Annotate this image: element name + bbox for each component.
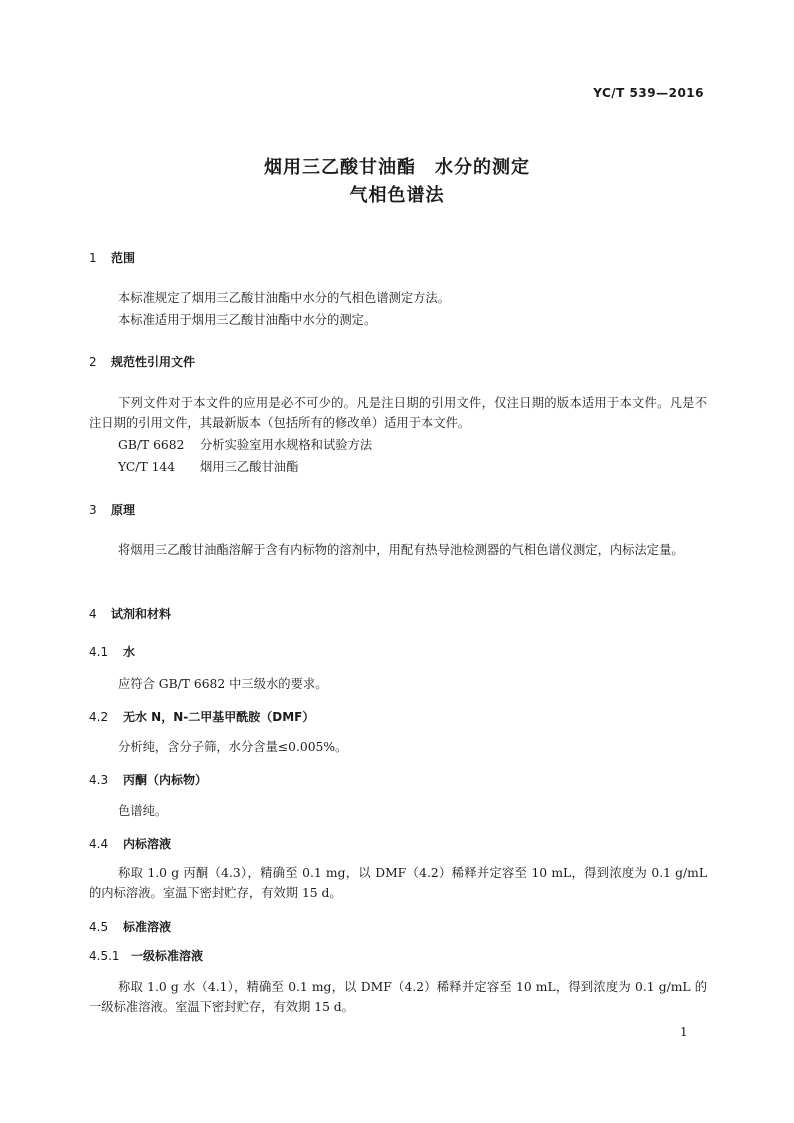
section-4-4-heading — [89, 835, 171, 852]
section-3-paragraph: 将烟用三乙酸甘油酯溶解于含有内标物的溶剂中，用配有热导池检测器的气相色谱仪测定，内标法定量。 — [118, 543, 684, 557]
standard-code: YC/T 539—2016 — [593, 86, 704, 100]
section-4-4-paragraph: 称取 1.0 g 丙酮（4.3），精确至 0.1 mg，以 DMF（4.2）稀释并定容至 10 mL，得到浓度为 0.1 g/mL 的内标溶液。室温下密封贮存，有效期 15 d。 — [89, 866, 707, 900]
section-2-paragraph: 下列文件对于本文件的应用是必不可少的。凡是注日期的引用文件，仅注日期的版本适用于本文件。凡是不注日期的引用文件，其最新版本（包括所有的修改单）适用于本文件。 — [89, 396, 707, 430]
document-title-line2: 气相色谱法 — [349, 185, 445, 206]
section-number: 4.3 — [89, 773, 109, 787]
page-number: 1 — [680, 1025, 688, 1039]
section-number: 3 — [89, 503, 97, 517]
section-number: 4.4 — [89, 837, 109, 851]
reference-code: GB/T 6682 — [118, 438, 185, 452]
section-title: 原理 — [111, 503, 136, 517]
section-title: 标准溶液 — [123, 920, 172, 934]
document-title-line1: 烟用三乙酸甘油酯 水分的测定 — [264, 157, 530, 178]
section-title: 范围 — [111, 251, 136, 265]
section-4-heading — [89, 605, 171, 622]
section-title: 无水 N，N-二甲基甲酰胺（DMF） — [123, 710, 315, 724]
section-4-1-paragraph: 应符合 GB/T 6682 中三级水的要求。 — [118, 677, 328, 691]
section-number: 4.2 — [89, 710, 109, 724]
reference-item — [118, 435, 372, 455]
section-1-heading — [89, 249, 135, 266]
section-4-5-heading — [89, 918, 171, 935]
section-number: 4.1 — [89, 645, 109, 659]
section-1-paragraph-1: 本标准规定了烟用三乙酸甘油酯中水分的气相色谱测定方法。 — [118, 291, 451, 305]
section-4-2-paragraph: 分析纯，含分子筛，水分含量≤0.005%。 — [118, 740, 348, 754]
reference-code: YC/T 144 — [118, 460, 176, 474]
section-4-5-1-heading — [89, 947, 203, 964]
section-4-1-heading — [89, 643, 135, 660]
section-number: 4.5.1 — [89, 949, 120, 963]
section-number: 2 — [89, 355, 97, 369]
section-2-heading — [89, 353, 195, 370]
section-4-2-heading — [89, 708, 314, 725]
section-title: 一级标准溶液 — [131, 949, 204, 963]
section-title: 规范性引用文件 — [111, 355, 196, 369]
section-4-5-1-paragraph: 称取 1.0 g 水（4.1），精确至 0.1 mg，以 DMF（4.2）稀释并定容至 10 mL，得到浓度为 0.1 g/mL 的一级标准溶液。室温下密封贮存，有效期 15 d。 — [89, 980, 707, 1014]
section-number: 1 — [89, 251, 97, 265]
section-4-3-paragraph: 色谱纯。 — [118, 804, 168, 818]
section-4-3-heading — [89, 771, 207, 788]
section-title: 丙酮（内标物） — [123, 773, 208, 787]
section-title: 水 — [123, 645, 136, 659]
section-title: 试剂和材料 — [111, 607, 172, 621]
reference-title: 烟用三乙酸甘油酯 — [200, 460, 299, 474]
reference-title: 分析实验室用水规格和试验方法 — [200, 438, 373, 452]
section-number: 4.5 — [89, 920, 109, 934]
section-title: 内标溶液 — [123, 837, 172, 851]
section-number: 4 — [89, 607, 97, 621]
section-1-paragraph-2: 本标准适用于烟用三乙酸甘油酯中水分的测定。 — [118, 313, 377, 327]
reference-item — [118, 457, 298, 477]
section-3-heading — [89, 501, 135, 518]
